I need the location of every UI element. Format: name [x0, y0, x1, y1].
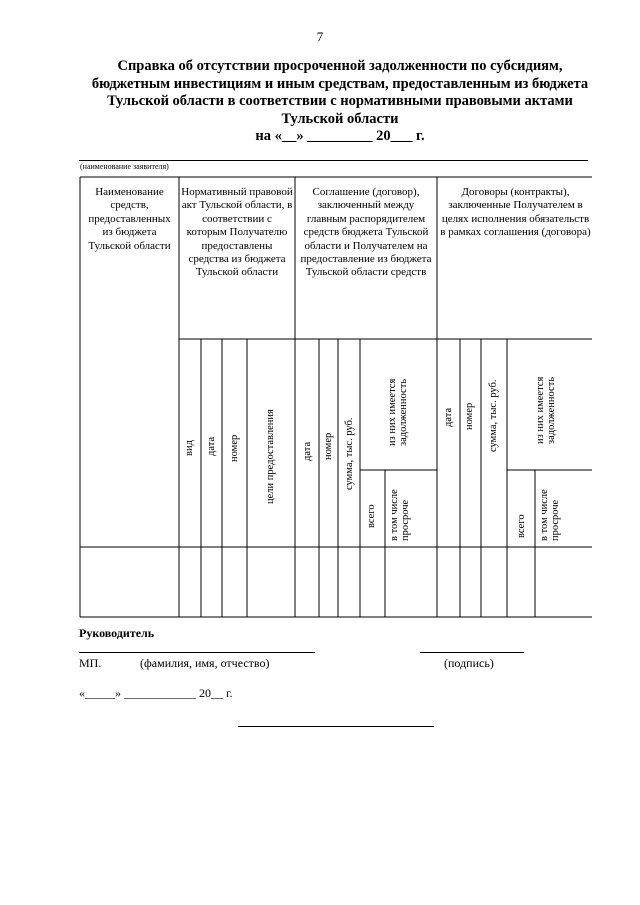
act-purpose-header: цели предоставления — [265, 409, 276, 504]
agreement-debt-overdue-header: в том числе просроче — [389, 489, 411, 541]
fio-line — [79, 652, 315, 653]
act-date-header: дата — [206, 436, 217, 456]
title-line-1: Справка об отсутствии просроченной задолженности по субсидиям, — [117, 58, 563, 74]
col-agreement-header: Соглашение (договор), заключенный между главным распорядителем средств бюджета Тульской области и Получателем на предоставление из бюджета Тульской области средств — [300, 186, 432, 279]
agreement-debt-total-header: всего — [366, 504, 377, 528]
stamp-label: МП. — [79, 656, 102, 670]
contract-date-header: дата — [443, 407, 454, 427]
applicant-caption: (наименование заявителя) — [80, 162, 169, 171]
bottom-line — [238, 726, 434, 727]
contract-debt-header: из них имеется задолженность — [535, 376, 557, 444]
head-label: Руководитель — [79, 626, 155, 640]
title-line-2: бюджетным инвестициям и иным средствам, предоставленным из бюджета — [91, 75, 589, 92]
col-legal-act-header: Нормативный правовой акт Тульской области, в соответствии с которым Получателю предоставлены средства из бюджета Тульской области — [181, 186, 293, 279]
signature-caption: (подпись) — [444, 656, 494, 670]
col-funds-header: Наименование средств, предоставленных из бюджета Тульской области — [88, 186, 171, 252]
agreement-date-header: дата — [302, 441, 313, 461]
title-line-4: Тульской области — [281, 110, 399, 127]
col-contracts-header: Договоры (контракты), заключенные Получателем в целях исполнения обязательств в рамках соглашения (договора) — [440, 186, 591, 239]
title-date-line: на «__» _________ 20___ г. — [255, 128, 425, 144]
agreement-number-header: номер — [323, 432, 334, 460]
contract-sum-header: сумма, тыс. руб. — [488, 379, 499, 452]
page-number: 7 — [316, 29, 324, 44]
agreement-debt-header: из них имеется задолженность — [387, 378, 409, 446]
contract-debt-total-header: всего — [516, 514, 527, 538]
contract-number-header: номер — [464, 402, 475, 430]
signature-date: «_____» ____________ 20__ г. — [79, 686, 233, 700]
signature-line — [420, 652, 524, 653]
act-number-header: номер — [229, 434, 240, 462]
title-line-3: Тульской области в соответствии с нормативными правовыми актами — [107, 93, 573, 109]
agreement-sum-header: сумма, тыс. руб. — [344, 417, 355, 490]
act-type-header: вид — [184, 440, 195, 456]
fio-caption: (фамилия, имя, отчество) — [140, 656, 270, 670]
contract-debt-overdue-header: в том числе просроче — [539, 489, 561, 541]
